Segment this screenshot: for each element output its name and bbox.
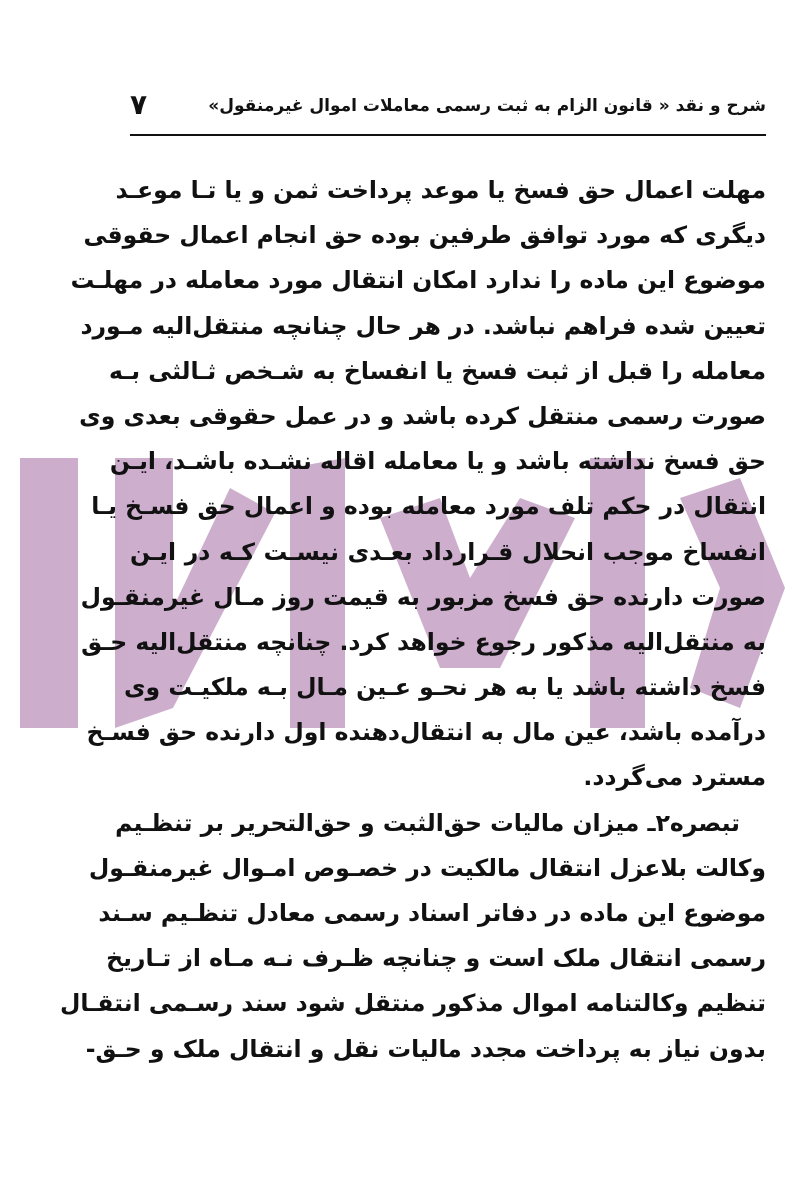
running-title: شرح و نقد « قانون الزام به ثبت رسمی معاملات اموال غیرمنقول» bbox=[208, 96, 766, 116]
body-text bbox=[60, 168, 766, 1072]
text-line: صورت دارنده حق فسخ مزبور به قیمت روز مـال غیرمنقـول bbox=[80, 582, 766, 611]
text-line: مهلت اعمال حق فسخ یا موعد پرداخت ثمن و یا تـا موعـد bbox=[115, 176, 766, 204]
text-line: تبصره۲ـ میزان مالیات حق‌الثبت و حق‌التحریر بر تنظـیم bbox=[115, 808, 740, 837]
text-line: فسخ داشته باشد یا به هر نحـو عـین مـال بـه ملکیـت وی bbox=[124, 673, 766, 702]
text-line: تنظیم وکالتنامه اموال مذکور منتقل شود سند رسـمی انتقـال bbox=[60, 989, 766, 1018]
page-number: ۷ bbox=[130, 88, 148, 121]
text-line: بدون نیاز به پرداخت مجدد مالیات نقل و انتقال ملک و حـق- bbox=[85, 1034, 766, 1063]
page-header bbox=[130, 88, 766, 128]
text-line: درآمده باشد، عین مال به انتقال‌دهنده اول دارنده حق فسـخ bbox=[86, 718, 766, 747]
text-line: مسترد می‌گردد. bbox=[583, 763, 766, 792]
text-line: انتقال در حکم تلف مورد معامله بوده و اعمال حق فسـخ یـا bbox=[91, 492, 766, 521]
header-rule bbox=[130, 134, 766, 136]
text-line: تعیین شده فراهم نباشد. در هر حال چنانچه منتقل‌الیه مـورد bbox=[80, 311, 766, 340]
text-line: حق فسخ نداشته باشد و یا معامله اقاله نشـده باشـد، ایـن bbox=[109, 447, 766, 476]
text-line: به منتقل‌الیه مذکور رجوع خواهد کرد. چنانچه منتقل‌الیه حـق bbox=[81, 627, 766, 656]
text-line: دیگری که مورد توافق طرفین بوده حق انجام اعمال حقوقی bbox=[83, 221, 766, 250]
text-line: موضوع این ماده را ندارد امکان انتقال مورد معامله در مهلـت bbox=[70, 266, 766, 295]
text-line: معامله را قبل از ثبت فسخ یا انفساخ به شـخص ثـالثی بـه bbox=[109, 356, 766, 385]
text-line: صورت رسمی منتقل کرده باشد و در عمل حقوقی بعدی وی bbox=[79, 401, 766, 430]
text-line: رسمی انتقال ملک است و چنانچه ظـرف نـه مـاه از تـاریخ bbox=[106, 944, 766, 973]
text-line: موضوع این ماده در دفاتر اسناد رسمی معادل تنظـیم سـند bbox=[98, 899, 766, 927]
text-line: انفساخ موجب انحلال قـرارداد بعـدی نیسـت کـه در ایـن bbox=[130, 537, 766, 566]
text-line: وکالت بلاعزل انتقال مالکیت در خصـوص امـوال غیرمنقـول bbox=[88, 853, 766, 882]
